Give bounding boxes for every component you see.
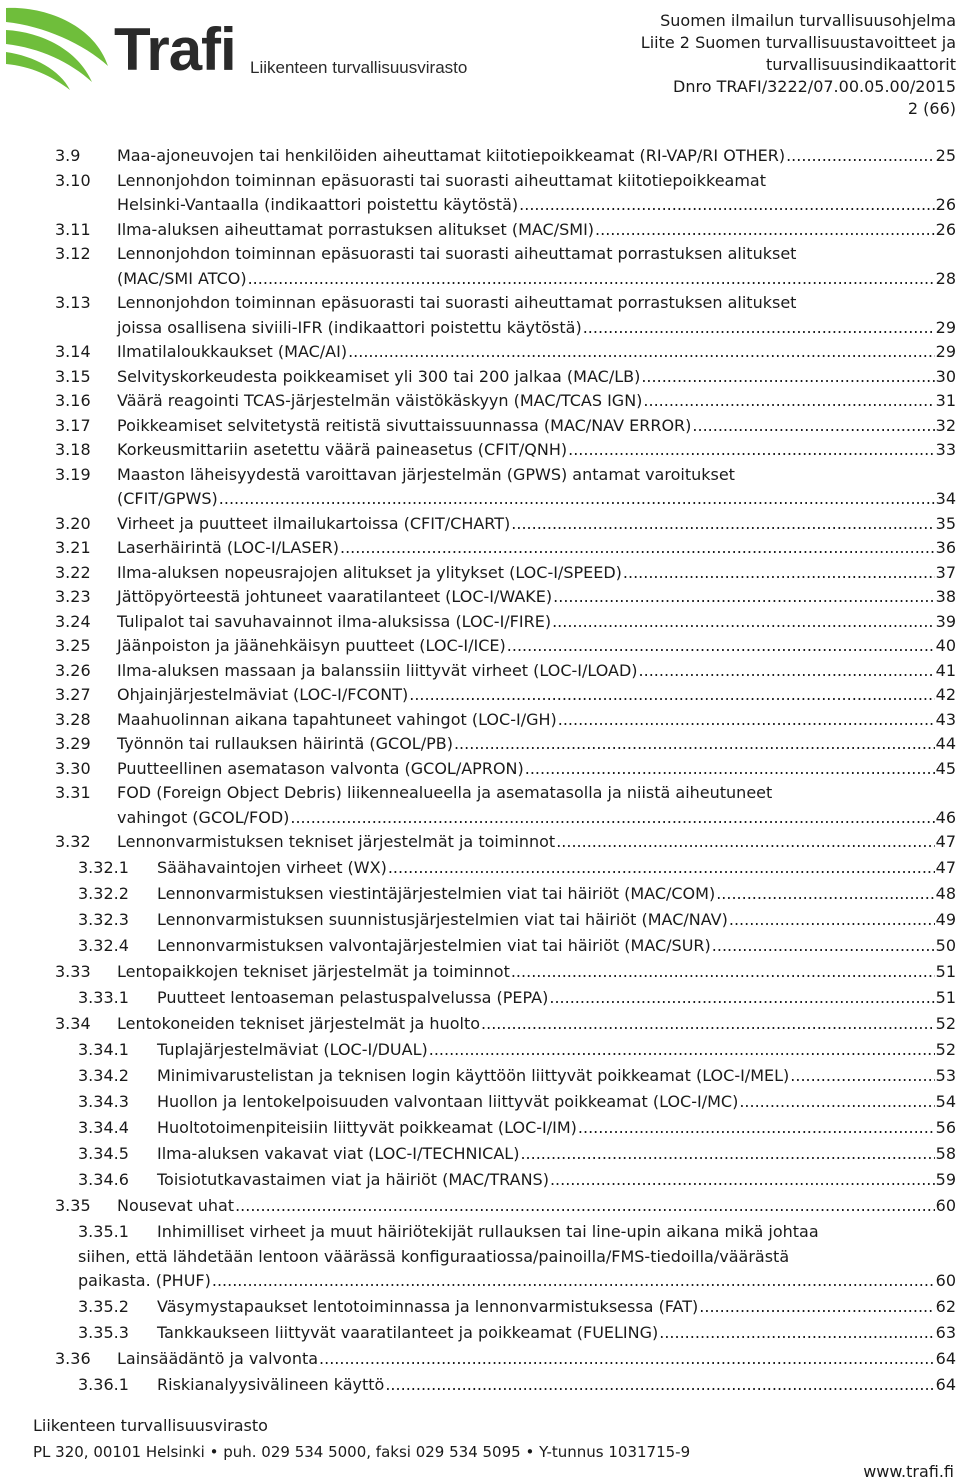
- toc-entry-title: Huollon ja lentokelpoisuuden valvontaan liittyvät poikkeamat (LOC-I/MC): [157, 1092, 739, 1111]
- toc-entry-page: 42: [935, 685, 956, 704]
- toc-entry-number: 3.34.4: [78, 1118, 129, 1137]
- toc-entry[interactable]: [0, 732, 960, 757]
- toc-entry-page: 50: [935, 936, 956, 955]
- toc-entry-number: 3.15: [55, 366, 91, 386]
- toc-entry-number: 3.20: [55, 513, 91, 533]
- toc-dot-leader: [712, 934, 935, 959]
- toc-dot-leader: [525, 757, 935, 782]
- toc-entry-number: 3.19: [55, 464, 91, 484]
- toc-entry-title: Lentokoneiden tekniset järjestelmät ja huolto: [117, 1014, 481, 1033]
- toc-entry[interactable]: [0, 536, 960, 561]
- toc-entry-title: Tuplajärjestelmäviat (LOC-I/DUAL): [157, 1040, 428, 1059]
- toc-entry-number: 3.35.1: [78, 1222, 129, 1241]
- toc-entry-page: 51: [935, 988, 956, 1007]
- toc-entry-page: 29: [935, 342, 956, 361]
- toc-entry-title: Lennonjohdon toiminnan epäsuorasti tai suorasti aiheuttamat porrastuksen alitukset: [117, 293, 797, 312]
- toc-entry[interactable]: [0, 487, 960, 512]
- toc-entry-page: 30: [935, 366, 956, 386]
- toc-entry-title: Lennonvarmistuksen viestintäjärjestelmien viat tai häiriöt (MAC/COM): [157, 884, 716, 903]
- header-line-appendix-cont: turvallisuusindikaattorit: [766, 55, 956, 74]
- toc-entry[interactable]: [0, 1373, 960, 1398]
- toc-entry-page: 38: [935, 587, 956, 606]
- toc-entry[interactable]: [0, 830, 960, 855]
- toc-entry[interactable]: [0, 1116, 960, 1141]
- toc-dot-leader: [290, 806, 934, 831]
- toc-dot-leader: [388, 856, 935, 881]
- toc-entry-number: 3.11: [55, 219, 91, 239]
- toc-entry-number: 3.35.2: [78, 1297, 129, 1316]
- toc-entry-page: 26: [935, 219, 956, 239]
- toc-dot-leader: [699, 1295, 934, 1320]
- toc-dot-leader: [553, 585, 934, 610]
- toc-entry-number: 3.27: [55, 685, 91, 704]
- toc-entry-number: 3.12: [55, 244, 91, 263]
- toc-entry-title: (CFIT/GPWS): [117, 489, 218, 508]
- header-line-program: Suomen ilmailun turvallisuusohjelma: [660, 11, 956, 30]
- toc-entry[interactable]: [0, 144, 960, 169]
- toc-entry-title: Ilmatilaloukkaukset (MAC/AI): [117, 342, 348, 361]
- toc-dot-leader: [511, 512, 934, 537]
- toc-entry[interactable]: [0, 169, 960, 194]
- toc-entry-number: 3.34.2: [78, 1066, 129, 1085]
- toc-entry[interactable]: [0, 242, 960, 267]
- toc-entry-page: 41: [935, 660, 956, 680]
- toc-dot-leader: [520, 1142, 934, 1167]
- toc-entry-page: 34: [935, 489, 956, 508]
- toc-entry[interactable]: [0, 561, 960, 586]
- toc-entry[interactable]: [0, 512, 960, 537]
- toc-entry-title: Poikkeamiset selvitetystä reitistä sivuttaissuunnassa (MAC/NAV ERROR): [117, 415, 692, 435]
- toc-entry[interactable]: [0, 1064, 960, 1089]
- toc-entry-number: 3.21: [55, 538, 91, 557]
- toc-entry-number: 3.29: [55, 734, 91, 753]
- toc-entry-title: Väärä reagointi TCAS-järjestelmän väistökäskyyn (MAC/TCAS IGN): [117, 391, 643, 410]
- toc-entry-number: 3.9: [55, 146, 81, 165]
- toc-entry[interactable]: [0, 960, 960, 985]
- trafi-logo: [4, 4, 504, 104]
- toc-entry[interactable]: [0, 218, 960, 243]
- toc-entry-page: 47: [935, 832, 956, 851]
- toc-entry-page: 36: [935, 538, 956, 557]
- toc-entry[interactable]: [0, 908, 960, 933]
- toc-entry-page: 35: [935, 513, 956, 533]
- toc-dot-leader: [729, 908, 935, 933]
- toc-dot-leader: [641, 365, 934, 390]
- toc-entry[interactable]: [0, 463, 960, 488]
- toc-entry[interactable]: [0, 634, 960, 659]
- toc-entry-title: FOD (Foreign Object Debris) liikennealueella ja asematasolla ja niistä aiheutuneet: [117, 783, 773, 802]
- toc-entry-title: Lennonvarmistuksen valvontajärjestelmien viat tai häiriöt (MAC/SUR): [157, 936, 711, 955]
- toc-entry-number: 3.16: [55, 391, 91, 410]
- toc-entry-number: 3.32.2: [78, 884, 129, 903]
- footer-organization: Liikenteen turvallisuusvirasto: [33, 1416, 268, 1435]
- toc-entry-title: Maaston läheisyydestä varoittavan järjestelmän (GPWS) antamat varoitukset: [117, 464, 735, 484]
- toc-entry-page: 56: [935, 1118, 956, 1137]
- toc-entry-page: 60: [935, 1196, 956, 1215]
- footer-website[interactable]: www.trafi.fi: [863, 1462, 954, 1481]
- toc-entry-number: 3.23: [55, 587, 91, 606]
- trafi-swoosh-icon: [4, 4, 114, 94]
- toc-entry-page: 58: [935, 1144, 956, 1163]
- toc-dot-leader: [385, 1373, 934, 1398]
- toc-entry-title: Nousevat uhat: [117, 1196, 235, 1215]
- toc-entry-title: Tulipalot tai savuhavainnot ilma-aluksissa (LOC-I/FIRE): [117, 611, 552, 631]
- toc-dot-leader: [519, 193, 934, 218]
- toc-entry-number: 3.34.5: [78, 1144, 129, 1163]
- toc-entry-page: 40: [935, 636, 956, 655]
- toc-entry[interactable]: [0, 1245, 960, 1270]
- toc-entry-number: 3.34.1: [78, 1040, 129, 1059]
- toc-entry-number: 3.22: [55, 562, 91, 582]
- toc-dot-leader: [481, 1012, 935, 1037]
- toc-dot-leader: [659, 1321, 934, 1346]
- toc-entry[interactable]: [0, 1321, 960, 1346]
- toc-entry-number: 3.24: [55, 611, 91, 631]
- toc-entry-page: 52: [935, 1040, 956, 1059]
- toc-dot-leader: [552, 610, 935, 635]
- toc-entry-title: Jättöpyörteestä johtuneet vaaratilanteet (LOC-I/WAKE): [117, 587, 553, 606]
- header-line-appendix: Liite 2 Suomen turvallisuustavoitteet ja: [640, 33, 956, 52]
- toc-dot-leader: [511, 960, 935, 985]
- toc-entry-page: 63: [935, 1323, 956, 1342]
- toc-entry-title: siihen, että lähdetään lentoon väärässä konfiguraatiossa/painoilla/FMS-tiedoilla/väärästä: [78, 1246, 790, 1266]
- toc-entry-number: 3.34.6: [78, 1170, 129, 1189]
- toc-entry[interactable]: [0, 193, 960, 218]
- toc-entry-page: 59: [935, 1170, 956, 1189]
- toc-entry-title: (MAC/SMI ATCO): [117, 268, 247, 288]
- toc-entry-title: Ohjainjärjestelmäviat (LOC-I/FCONT): [117, 685, 409, 704]
- toc-dot-leader: [212, 1269, 935, 1294]
- toc-entry-title: Lentopaikkojen tekniset järjestelmät ja toiminnot: [117, 962, 510, 981]
- toc-entry-number: 3.34: [55, 1014, 91, 1033]
- toc-entry-number: 3.26: [55, 660, 91, 680]
- toc-entry-title: Riskianalyysivälineen käyttö: [157, 1375, 385, 1394]
- toc-entry[interactable]: [0, 1269, 960, 1294]
- toc-dot-leader: [639, 659, 935, 684]
- toc-entry-title: Lennonvarmistuksen suunnistusjärjestelmien viat tai häiriöt (MAC/NAV): [157, 910, 728, 929]
- toc-entry-title: Huoltotoimenpiteisiin liittyvät poikkeamat (LOC-I/IM): [157, 1118, 577, 1137]
- toc-entry-number: 3.25: [55, 636, 91, 655]
- toc-entry[interactable]: [0, 856, 960, 881]
- toc-entry-title: Työnnön tai rullauksen häirintä (GCOL/PB): [117, 734, 453, 753]
- toc-entry-number: 3.33.1: [78, 988, 129, 1007]
- toc-entry-number: 3.28: [55, 709, 91, 729]
- toc-entry-page: 60: [935, 1271, 956, 1290]
- toc-entry-number: 3.31: [55, 783, 91, 802]
- toc-entry[interactable]: [0, 340, 960, 365]
- toc-entry-title: Korkeusmittariin asetettu väärä paineasetus (CFIT/QNH): [117, 440, 568, 459]
- toc-dot-leader: [454, 732, 935, 757]
- toc-entry-number: 3.13: [55, 293, 91, 312]
- toc-entry-title: Inhimilliset virheet ja muut häiriötekijät rullauksen tai line-upin aikana mikä johtaa: [157, 1222, 819, 1241]
- toc-entry-number: 3.14: [55, 342, 91, 361]
- toc-entry-page: 52: [935, 1014, 956, 1033]
- toc-entry[interactable]: [0, 291, 960, 316]
- toc-dot-leader: [550, 1168, 935, 1193]
- toc-entry-page: 25: [935, 146, 956, 165]
- toc-dot-leader: [409, 683, 934, 708]
- toc-dot-leader: [549, 986, 934, 1011]
- toc-entry-number: 3.36: [55, 1349, 91, 1368]
- toc-entry[interactable]: [0, 1194, 960, 1219]
- toc-entry-page: 39: [935, 611, 956, 631]
- document-header-info: [641, 10, 956, 120]
- toc-entry-number: 3.33: [55, 962, 91, 981]
- toc-dot-leader: [556, 830, 934, 855]
- toc-entry-page: 29: [935, 317, 956, 337]
- toc-entry[interactable]: [0, 365, 960, 390]
- toc-entry[interactable]: [0, 316, 960, 341]
- toc-entry-title: Ilma-aluksen vakavat viat (LOC-I/TECHNICAL): [157, 1144, 520, 1163]
- toc-dot-leader: [235, 1194, 935, 1219]
- toc-dot-leader: [578, 1116, 935, 1141]
- toc-dot-leader: [319, 1347, 935, 1372]
- toc-entry-number: 3.32.3: [78, 910, 129, 929]
- toc-entry[interactable]: [0, 986, 960, 1011]
- toc-entry[interactable]: [0, 708, 960, 733]
- toc-dot-leader: [507, 634, 935, 659]
- toc-dot-leader: [786, 144, 935, 169]
- toc-entry-number: 3.10: [55, 170, 91, 190]
- toc-entry-page: 28: [935, 268, 956, 288]
- toc-entry-page: 31: [935, 391, 956, 410]
- toc-entry[interactable]: [0, 1012, 960, 1037]
- toc-entry[interactable]: [0, 1142, 960, 1167]
- toc-entry[interactable]: [0, 757, 960, 782]
- toc-dot-leader: [623, 561, 935, 586]
- toc-entry-title: Ilma-aluksen nopeusrajojen alitukset ja ylitykset (LOC-I/SPEED): [117, 562, 622, 582]
- toc-entry-title: Selvityskorkeudesta poikkeamiset yli 300 tai 200 jalkaa (MAC/LB): [117, 366, 641, 386]
- toc-dot-leader: [643, 389, 934, 414]
- toc-entry-title: Virheet ja puutteet ilmailukartoissa (CFIT/CHART): [117, 513, 511, 533]
- toc-entry-page: 26: [935, 195, 956, 214]
- toc-entry[interactable]: [0, 1220, 960, 1245]
- toc-entry-page: 44: [935, 734, 956, 753]
- toc-dot-leader: [568, 438, 935, 463]
- toc-dot-leader: [739, 1090, 934, 1115]
- toc-entry-page: 51: [935, 962, 956, 981]
- toc-entry[interactable]: [0, 659, 960, 684]
- toc-entry-number: 3.18: [55, 440, 91, 459]
- toc-entry-number: 3.35: [55, 1196, 91, 1215]
- toc-dot-leader: [692, 414, 934, 439]
- toc-dot-leader: [219, 487, 935, 512]
- toc-entry-number: 3.35.3: [78, 1323, 129, 1342]
- header-line-dnro: Dnro TRAFI/3222/07.00.05.00/2015: [673, 77, 956, 96]
- toc-dot-leader: [558, 708, 935, 733]
- toc-entry-title: Puutteet lentoaseman pelastuspalvelussa (PEPA): [157, 988, 549, 1007]
- toc-entry-page: 48: [935, 884, 956, 903]
- toc-entry-page: 64: [935, 1349, 956, 1368]
- toc-entry-page: 46: [935, 807, 956, 827]
- toc-entry-page: 49: [935, 910, 956, 929]
- toc-entry[interactable]: [0, 267, 960, 292]
- toc-entry-title: Lennonjohdon toiminnan epäsuorasti tai suorasti aiheuttamat kiitotiepoikkeamat: [117, 170, 766, 190]
- toc-entry[interactable]: [0, 1038, 960, 1063]
- toc-entry[interactable]: [0, 1168, 960, 1193]
- toc-entry-page: 53: [935, 1066, 956, 1085]
- toc-entry-number: 3.30: [55, 758, 91, 778]
- header-line-page: 2 (66): [907, 99, 956, 118]
- toc-entry-page: 47: [935, 858, 956, 877]
- toc-dot-leader: [248, 267, 935, 292]
- toc-entry-number: 3.32: [55, 832, 91, 851]
- toc-entry[interactable]: [0, 414, 960, 439]
- toc-entry[interactable]: [0, 806, 960, 831]
- toc-dot-leader: [716, 882, 934, 907]
- toc-dot-leader: [583, 316, 935, 341]
- toc-entry-title: Puutteellinen asematason valvonta (GCOL/APRON): [117, 758, 524, 778]
- toc-dot-leader: [348, 340, 935, 365]
- logo-subtitle: Liikenteen turvallisuusvirasto: [250, 58, 468, 77]
- toc-entry-number: 3.32.1: [78, 858, 129, 877]
- toc-entry[interactable]: [0, 1295, 960, 1320]
- toc-entry[interactable]: [0, 389, 960, 414]
- toc-entry-title: vahingot (GCOL/FOD): [117, 807, 290, 827]
- toc-entry-title: Tankkaukseen liittyvät vaaratilanteet ja poikkeamat (FUELING): [157, 1323, 659, 1342]
- toc-entry-title: Laserhäirintä (LOC-I/LASER): [117, 538, 339, 557]
- toc-entry-title: Väsymystapaukset lentotoiminnassa ja lennonvarmistuksessa (FAT): [157, 1297, 699, 1316]
- toc-entry-page: 62: [935, 1297, 956, 1316]
- toc-entry-title: Lennonjohdon toiminnan epäsuorasti tai suorasti aiheuttamat porrastuksen alitukset: [117, 244, 797, 263]
- toc-entry-page: 32: [935, 415, 956, 435]
- toc-entry-page: 64: [935, 1375, 956, 1394]
- toc-entry-title: Maa-ajoneuvojen tai henkilöiden aiheuttamat kiitotiepoikkeamat (RI-VAP/RI OTHER): [117, 146, 786, 165]
- toc-entry-page: 33: [935, 440, 956, 459]
- toc-entry[interactable]: [0, 882, 960, 907]
- toc-entry[interactable]: [0, 781, 960, 806]
- toc-entry-title: Minimivarustelistan ja teknisen login käyttöön liittyvät poikkeamat (LOC-I/MEL): [157, 1066, 790, 1085]
- toc-entry-number: 3.32.4: [78, 936, 129, 955]
- toc-entry[interactable]: [0, 610, 960, 635]
- toc-entry-page: 54: [935, 1092, 956, 1111]
- toc-dot-leader: [429, 1038, 935, 1063]
- toc-entry-title: Toisiotutkavastaimen viat ja häiriöt (MAC/TRANS): [157, 1170, 549, 1189]
- toc-entry-number: 3.17: [55, 415, 91, 435]
- toc-entry-page: 43: [935, 709, 956, 729]
- toc-entry-title: Helsinki-Vantaalla (indikaattori poistettu käytöstä): [117, 195, 519, 214]
- toc-dot-leader: [790, 1064, 934, 1089]
- toc-entry-number: 3.36.1: [78, 1375, 129, 1394]
- toc-entry-title: Lainsäädäntö ja valvonta: [117, 1349, 319, 1368]
- toc-entry-title: joissa osallisena siviili-IFR (indikaattori poistettu käytöstä): [117, 317, 582, 337]
- toc-entry-title: paikasta. (PHUF): [78, 1271, 211, 1290]
- toc-entry[interactable]: [0, 934, 960, 959]
- toc-entry-title: Ilma-aluksen aiheuttamat porrastuksen alitukset (MAC/SMI): [117, 219, 595, 239]
- logo-wordmark: Trafi: [114, 16, 236, 83]
- toc-entry-number: 3.34.3: [78, 1092, 129, 1111]
- footer-address: PL 320, 00101 Helsinki • puh. 029 534 5000, faksi 029 534 5095 • Y-tunnus 1031715-9: [33, 1443, 691, 1461]
- toc-entry[interactable]: [0, 1347, 960, 1372]
- toc-entry-title: Maahuolinnan aikana tapahtuneet vahingot (LOC-I/GH): [117, 709, 557, 729]
- toc-entry-page: 45: [935, 758, 956, 778]
- toc-entry[interactable]: [0, 438, 960, 463]
- toc-entry-title: Jäänpoiston ja jäänehkäisyn puutteet (LOC-I/ICE): [117, 636, 506, 655]
- toc-entry-page: 37: [935, 562, 956, 582]
- toc-entry-title: Säähavaintojen virheet (WX): [157, 858, 387, 877]
- toc-entry-title: Ilma-aluksen massaan ja balanssiin liittyvät virheet (LOC-I/LOAD): [117, 660, 638, 680]
- toc-entry-title: Lennonvarmistuksen tekniset järjestelmät ja toiminnot: [117, 832, 556, 851]
- toc-dot-leader: [340, 536, 935, 561]
- toc-entry[interactable]: [0, 1090, 960, 1115]
- toc-dot-leader: [595, 218, 935, 243]
- toc-entry[interactable]: [0, 683, 960, 708]
- toc-entry[interactable]: [0, 585, 960, 610]
